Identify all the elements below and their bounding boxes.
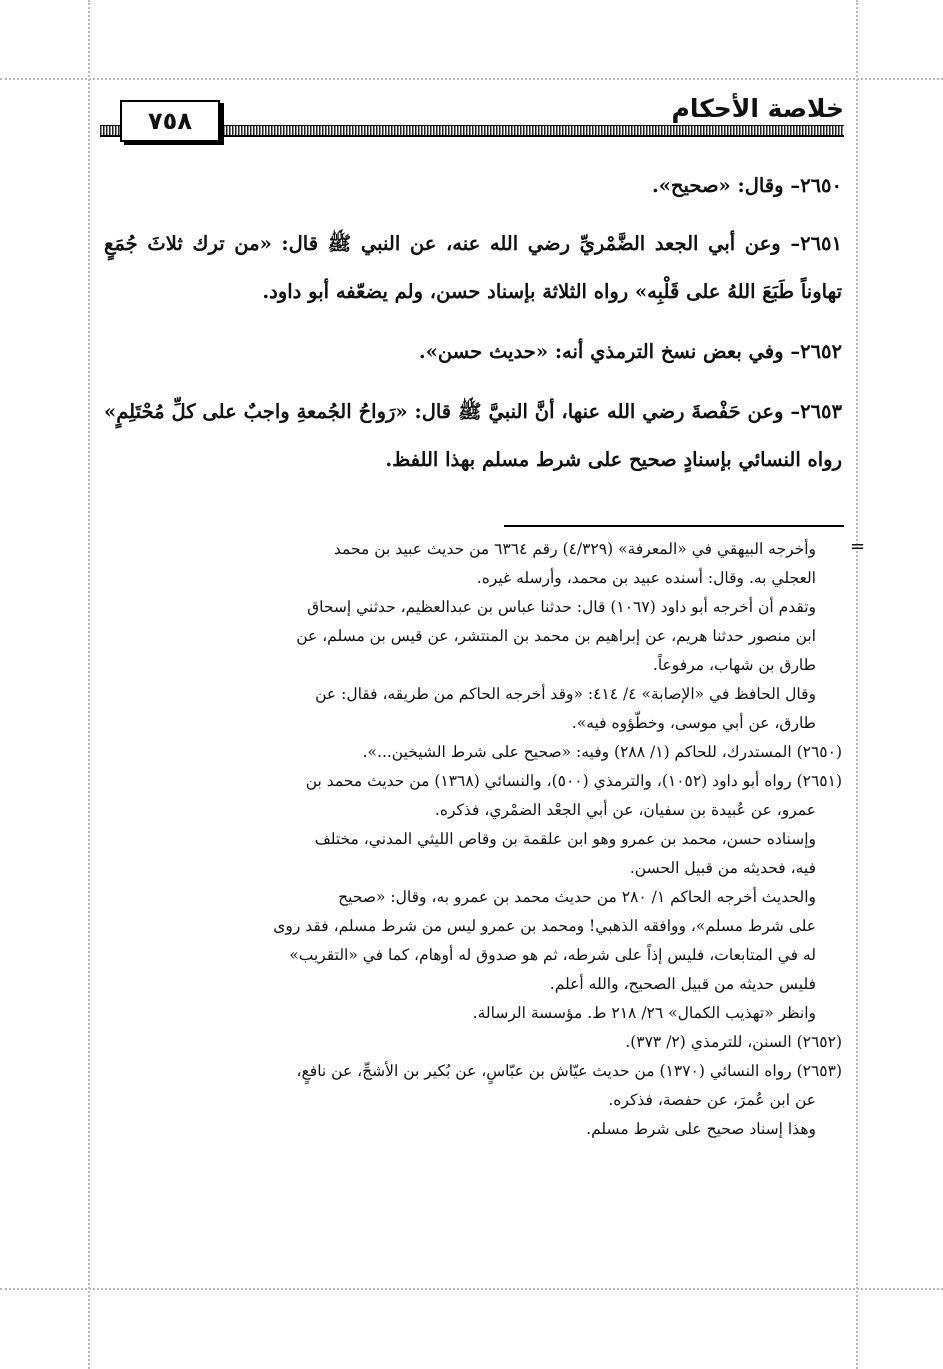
page-number: ٧٥٨: [120, 100, 220, 142]
footnote-divider: [504, 525, 844, 527]
margin-guide-top: [0, 78, 943, 80]
footnote-line: على شرط مسلم»، ووافقه الذهبي! ومحمد بن عمرو ليس من شرط مسلم، فقد روى: [273, 917, 816, 935]
hadith-2650: ٢٦٥٠– وقال: «صحيح».: [651, 174, 842, 197]
footnote-line: وأخرجه البيهقي في «المعرفة» (٤/٣٢٩) رقم ٦٣٦٤ من حديث عبيد بن محمد: [333, 540, 816, 558]
footnote-line: طارق، عن أبي موسى، وخطّؤوه فيه».: [571, 714, 816, 732]
footnote-line: عن ابن عُمرَ، عن حفصة، فذكره.: [608, 1091, 816, 1109]
footnotes: [106, 535, 842, 1144]
footnote-2651: (٢٦٥١) رواه أبو داود (١٠٥٢)، والترمذي (٥٠٠)، والنسائي (١٣٦٨) من حديث محمد بن: [305, 772, 842, 790]
footnote-line: والحديث أخرجه الحاكم ١/ ٢٨٠ من حديث محمد بن عمرو به، وقال: «صحيح: [338, 888, 816, 906]
footnote-2650: (٢٦٥٠) المستدرك، للحاكم (١/ ٢٨٨) وفيه: «صحيح على شرط الشيخين...».: [362, 743, 842, 761]
footnote-line: وتقدم أن أخرجه أبو داود (١٠٦٧) قال: حدثنا عباس بن عبدالعظيم، حدثني إسحاق: [307, 598, 816, 616]
footnote-line: العجلي به. وقال: أسنده عبيد بن محمد، وأرسله غيره.: [476, 569, 816, 587]
main-text: [104, 162, 842, 496]
footnote-line: ابن منصور حدثنا هريم، عن إبراهيم بن محمد بن المنتشر، عن قيس بن مسلم، عن: [296, 627, 816, 645]
hadith-2652: ٢٦٥٢– وفي بعض نسخ الترمذي أنه: «حديث حسن».: [418, 340, 842, 363]
hadith-2651: ٢٦٥١– وعن أبي الجعد الضَّمْريِّ رضي الله عنه، عن النبي ﷺ قال: «من ترك ثلاثَ جُمَعٍ تهاوناً طَبَعَ اللهُ على قَلْبِه» رواه الثلاثة بإسناد حسن، ولم يضعّفه أبو داود.: [104, 232, 842, 303]
footnote-line: له في المتابعات، فليس إذاً على شرطه، ثم هو صدوق له أوهام، كما في «التقريب»: [289, 946, 816, 964]
footnote-line: فيه، فحديثه من قبيل الحسن.: [629, 859, 816, 877]
book-title: خلاصة الأحكام: [671, 94, 844, 123]
footnote-line: وإسناده حسن، محمد بن عمرو وهو ابن علقمة بن وقاص الليثي المدني، مختلف: [314, 830, 816, 848]
margin-guide-bottom: [0, 1288, 943, 1290]
footnote-line: عمرو، عن عُبيدة بن سفيان، عن أبي الجعْد الضمْري، فذكره.: [434, 801, 816, 819]
footnote-line: وانظر «تهذيب الكمال» ٢٦/ ٢١٨ ط. مؤسسة الرسالة.: [472, 1004, 816, 1022]
margin-guide-left: [88, 0, 90, 1369]
continuation-mark: =: [850, 536, 866, 557]
footnote-line: وهذا إسناد صحيح على شرط مسلم.: [586, 1120, 816, 1138]
margin-guide-right: [856, 0, 858, 1369]
footnote-line: وقال الحافظ في «الإصابة» ٤/ ٤١٤: «وقد أخرجه الحاكم من طريقه، فقال: عن: [315, 685, 816, 703]
footnote-2653: (٢٦٥٣) رواه النسائي (١٣٧٠) من حديث عيّاش بن عبّاسٍ، عن بُكير بن الأشجِّ، عن نافعٍ،: [296, 1062, 842, 1080]
running-header: [100, 92, 844, 144]
footnote-line: طارق بن شهاب، مرفوعاً.: [652, 656, 816, 674]
hadith-2653: ٢٦٥٣– وعن حَفْصةَ رضي الله عنها، أنَّ النبيَّ ﷺ قال: «رَواحُ الجُمعةِ واجبٌ على كلِّ مُحْتَلِمٍ» رواه النسائي بإسنادٍ صحيح على شرط مسلم بهذا اللفظ.: [104, 400, 842, 471]
footnote-2652: (٢٦٥٢) السنن، للترمذي (٢/ ٣٧٣).: [625, 1033, 842, 1051]
footnote-line: فليس حديثه من قبيل الصحيح، والله أعلم.: [549, 975, 816, 993]
